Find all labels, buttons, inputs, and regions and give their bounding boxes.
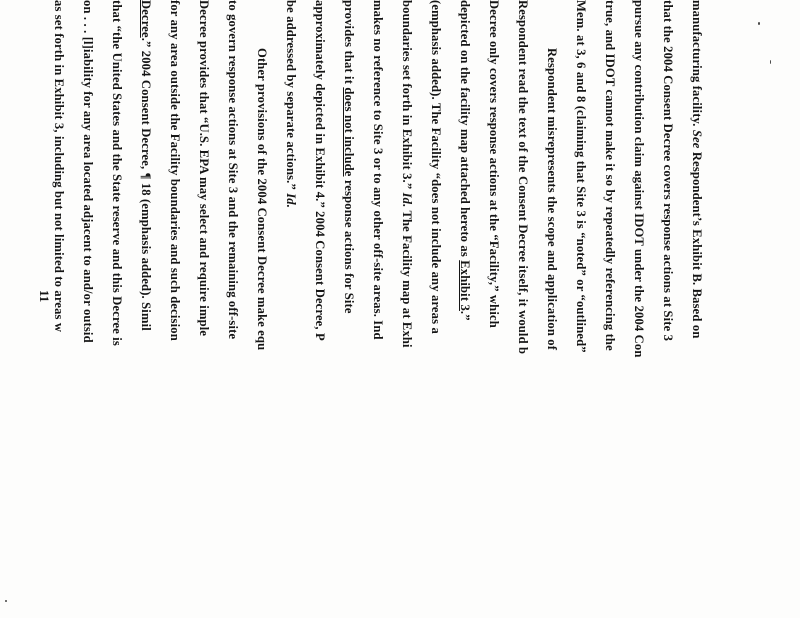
text-line bbox=[196, 0, 211, 336]
text-run: manufacturing facility. bbox=[690, 0, 704, 130]
text-run: be addressed by separate actions.” bbox=[284, 0, 298, 194]
text-line bbox=[51, 0, 66, 332]
text-run: Decree only covers response actions at the “Facility,” which bbox=[487, 0, 501, 328]
text-run: The Facility map at Exhi bbox=[400, 207, 414, 348]
italic-citation: See bbox=[690, 129, 704, 149]
text-line bbox=[428, 0, 443, 334]
text-run: Mem. at 3, 6 and 8 (claiming that Site 3 is “noted” or “outlined” bbox=[574, 0, 588, 353]
text-line bbox=[225, 0, 240, 339]
text-run: Other provisions of the 2004 Consent Decree make equ bbox=[255, 48, 269, 351]
scan-speck bbox=[770, 60, 771, 64]
underlined-text: Decree bbox=[139, 0, 153, 38]
text-run: that the 2004 Consent Decree covers response actions at Site 3 bbox=[661, 0, 675, 342]
text-line bbox=[486, 0, 501, 328]
text-line bbox=[602, 0, 617, 351]
text-run: for any area outside the Facility boundaries and such decision bbox=[168, 0, 182, 341]
text-run: that “the United States and the State reserve and this Decree is bbox=[110, 0, 124, 346]
text-line bbox=[457, 0, 472, 321]
text-line bbox=[631, 0, 646, 358]
text-run: on . . . [l]iability for any area located adjacent to and/or outsid bbox=[81, 0, 95, 343]
text-run: depicted on the facility map attached hereto as bbox=[458, 0, 472, 261]
underlined-text: Exhibit 3 bbox=[458, 260, 472, 311]
text-line bbox=[167, 0, 182, 341]
page-number: 11 bbox=[37, 290, 52, 303]
text-line bbox=[544, 48, 559, 350]
text-line bbox=[283, 0, 298, 208]
text-run: true, and IDOT cannot make it so by repeatedly referencing the bbox=[603, 0, 617, 351]
italic-citation: Id. bbox=[400, 192, 414, 208]
text-run: Respondent read the text of the Consent Decree itself, it would b bbox=[516, 0, 530, 355]
text-run: (emphasis added). The Facility “does not include any areas a bbox=[429, 0, 443, 334]
text-run: approximately depicted in Exhibit 4.” 2004 Consent Decree, P bbox=[313, 0, 327, 341]
text-run: response actions for Site bbox=[342, 176, 356, 314]
text-run: to govern response actions at Site 3 and the remaining off-site bbox=[226, 0, 240, 340]
text-line bbox=[80, 0, 95, 343]
text-line bbox=[515, 0, 530, 354]
text-line bbox=[312, 0, 327, 341]
text-run: .” bbox=[458, 310, 472, 321]
scan-speck bbox=[758, 22, 760, 25]
text-run: as set forth in Exhibit 3, including but not limited to areas w bbox=[52, 0, 66, 333]
text-run: boundaries set forth in Exhibit 3.” bbox=[400, 0, 414, 193]
text-line bbox=[689, 0, 704, 338]
text-run: provides that it bbox=[342, 0, 356, 88]
text-line bbox=[109, 0, 124, 346]
italic-citation: Id. bbox=[284, 193, 298, 209]
text-run: Decree provides that “U.S. EPA may select and require imple bbox=[197, 0, 211, 337]
text-run: makes no reference to Site 3 or to any other off-site areas. Ind bbox=[371, 0, 385, 340]
text-run: .” 2004 Consent Decree, ¶ 18 (emphasis added). Simil bbox=[139, 37, 153, 331]
text-run: Respondent misrepresents the scope and application of bbox=[545, 48, 559, 351]
text-line bbox=[573, 0, 588, 353]
scan-speck bbox=[5, 600, 7, 602]
text-line bbox=[399, 0, 414, 348]
underlined-text: does not include bbox=[342, 87, 356, 177]
text-line bbox=[138, 0, 153, 331]
text-run: pursue any contribution claim against IDOT under the 2004 Con bbox=[632, 0, 646, 358]
text-line bbox=[370, 0, 385, 340]
text-line bbox=[341, 0, 356, 314]
text-run: Respondent’s Exhibit B. Based on bbox=[690, 148, 704, 339]
text-line bbox=[660, 0, 675, 341]
text-line bbox=[254, 48, 269, 350]
